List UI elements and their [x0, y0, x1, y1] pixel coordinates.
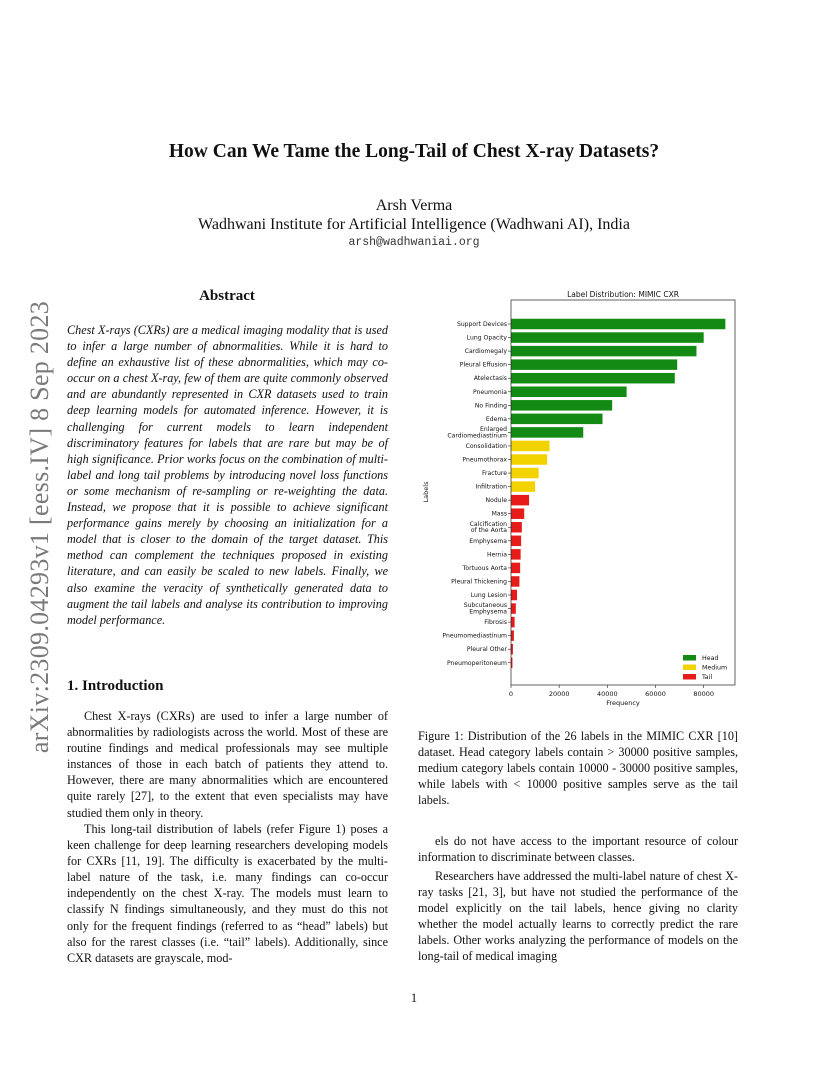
author-email[interactable]: arsh@wadhwaniai.org	[348, 236, 480, 249]
legend-label-head: Head	[702, 655, 719, 662]
y-tick-label: Pneumonia	[473, 388, 507, 396]
y-tick-label: Pneumomediastinum	[442, 632, 507, 640]
y-tick-label: Subcutaneous Emphysema	[463, 602, 507, 616]
bar-hernia	[511, 549, 521, 560]
intro-paragraph-1: Chest X-rays (CXRs) are used to infer a large number of abnormalities by radiologists across the world. Most of these are routine findings and medical professionals may see multiple instances of those in each batch of patients they attend to. However, there are many abnormalities which are encountered quite rarely [27], to the extent that even specialists may have studied them only in theory.	[67, 709, 388, 820]
figure-caption: Figure 1: Distribution of the 26 labels in the MIMIC CXR [10] dataset. Head category labels contain > 30000 positive samples, medium category labels contain 10000 - 30000 positive samples, while labels with < 10000 positive samples serve as the tail labels.	[418, 729, 738, 808]
chart-title: Label Distribution: MIMIC CXR	[567, 290, 679, 299]
bar-nodule	[511, 495, 529, 506]
bar-infiltration	[511, 481, 535, 492]
abstract-heading: Abstract	[199, 288, 255, 304]
bar-pleural-thickening	[511, 576, 519, 587]
page-number: 1	[410, 991, 418, 1005]
y-tick-label: Support Devices	[456, 321, 507, 328]
x-tick-label: 80000	[693, 690, 715, 698]
y-tick-label: Atelectasis	[473, 375, 507, 383]
bar-fracture	[511, 468, 539, 479]
bar-pneumonia	[511, 387, 627, 398]
y-tick-label: Pleural Effusion	[459, 361, 507, 369]
x-tick-label: 0	[508, 690, 514, 698]
bar-subcutaneous-emphysema	[511, 603, 516, 614]
bar-lung-lesion	[511, 590, 517, 601]
author-affiliation: Wadhwani Institute for Artificial Intelligence (Wadhwani AI), India	[198, 216, 630, 233]
bar-emphysema	[511, 536, 521, 547]
arxiv-identifier	[20, 292, 60, 762]
bar-atelectasis	[511, 373, 675, 384]
section-heading-introduction: 1. Introduction	[67, 678, 164, 694]
y-tick-label: Pleural Thickening	[451, 578, 507, 586]
legend-swatch-tail	[683, 674, 696, 680]
bar-tortuous-aorta	[511, 563, 520, 574]
y-tick-label: Mass	[491, 510, 507, 518]
x-tick-label: 40000	[597, 690, 618, 698]
x-axis-label: Frequency	[606, 699, 640, 707]
bar-support-devices	[511, 319, 725, 330]
y-tick-label: Enlarged Cardiomediastinum	[447, 425, 507, 440]
bar-pleural-effusion	[511, 359, 677, 370]
abstract-text: Chest X-rays (CXRs) are a medical imaging modality that is used to infer a large number of abnormalities. While it is hard to define an exhaustive list of these abnormalities, which may co-occur on a chest X-ray, few of them are quite commonly observed and are abundantly represented in CXR datasets used to train deep learning models for automated inference. However, it is challenging for current models to learn independent discriminatory features for labels that are rare but may be of high significance. Prior works focus on the combination of multi-label and long tail problems by introducing novel loss functions or some mechanism of re-sampling or re-weighting the data. Instead, we propose that it is possible to achieve significant performance gains merely by choosing an initialization for a model that is closer to the domain of the target dataset. This method can complement the techniques proposed in existing literature, and can easily be scaled to new labels. Finally, we also examine the veracity of synthetically generated data to augment the tail labels and analyse its contribution to improving model performance.	[67, 323, 388, 627]
x-tick-label: 20000	[548, 690, 570, 698]
label-distribution-chart	[415, 285, 745, 710]
bar-mass	[511, 508, 524, 519]
bar-calcification-of-the-aorta	[511, 522, 522, 533]
y-tick-label: Edema	[485, 415, 507, 423]
y-tick-label: Cardiomegaly	[464, 348, 507, 356]
y-tick-label: Fracture	[481, 470, 507, 478]
bar-lung-opacity	[511, 332, 704, 343]
y-tick-label: Nodule	[485, 497, 507, 505]
y-tick-label: Infiltration	[475, 483, 507, 491]
y-tick-label: Pneumothorax	[462, 456, 507, 464]
bar-edema	[511, 414, 603, 425]
y-tick-label: Emphysema	[469, 537, 507, 545]
legend-label-medium: Medium	[702, 664, 728, 672]
plot-frame	[511, 300, 735, 685]
bar-cardiomegaly	[511, 346, 696, 357]
bar-enlarged-cardiomediastinum	[511, 427, 583, 438]
y-tick-label: Pneumoperitoneum	[446, 659, 507, 667]
paper-title: How Can We Tame the Long-Tail of Chest X-ray Datasets?	[168, 141, 660, 162]
bar-pneumothorax	[511, 454, 547, 465]
intro-paragraph-2: This long-tail distribution of labels (refer Figure 1) poses a keen challenge for deep learning researchers developing models for CXRs [11, 19]. The difficulty is exacerbated by the multi-label nature of the task, i.e. many findings can co-occur independently on the chest X-ray. The models must learn to classify N findings simultaneously, and they must do this not only for the frequent findings (referred to as “head” labels) but also for the rarest classes (i.e. “tail” labels). Additionally, since CXR datasets are grayscale, mod-	[67, 822, 388, 965]
bar-consolidation	[511, 441, 550, 452]
x-tick-label: 60000	[645, 690, 666, 698]
legend-label-tail: Tail	[702, 674, 713, 681]
y-tick-label: Pleural Other	[466, 646, 507, 654]
y-tick-label: Consolidation	[465, 442, 507, 450]
bar-fibrosis	[511, 617, 515, 628]
bar-no-finding	[511, 400, 612, 411]
y-tick-label: Tortuous Aorta	[462, 564, 507, 572]
y-tick-label: Lung Lesion	[470, 592, 507, 599]
y-tick-label: Calcification of the Aorta	[469, 520, 507, 535]
right-paragraph-1: els do not have access to the important resource of colour information to discriminate between classes.	[418, 834, 738, 865]
right-paragraph-2: Researchers have addressed the multi-label nature of chest X-ray tasks [21, 3], but have not studied the performance of the model explicitly on the tail labels, hence giving no clarity whether the model actually learns to correctly predict the rare labels. Other works analyzing the performance of models on the long-tail of medical imaging	[418, 869, 738, 964]
bar-pneumomediastinum	[511, 630, 514, 641]
arxiv-identifier-text: arXiv:2309.04293v1 [eess.IV] 8 Sep 2023	[25, 300, 54, 754]
y-tick-label: Lung Opacity	[466, 334, 507, 342]
legend-swatch-head	[683, 655, 696, 661]
y-axis-label: Labels	[422, 481, 430, 503]
legend-swatch-medium	[683, 665, 696, 671]
y-tick-label: No Finding	[474, 402, 507, 410]
author-name: Arsh Verma	[375, 197, 453, 214]
y-tick-label: Fibrosis	[484, 619, 507, 627]
y-tick-label: Hernia	[486, 551, 507, 559]
